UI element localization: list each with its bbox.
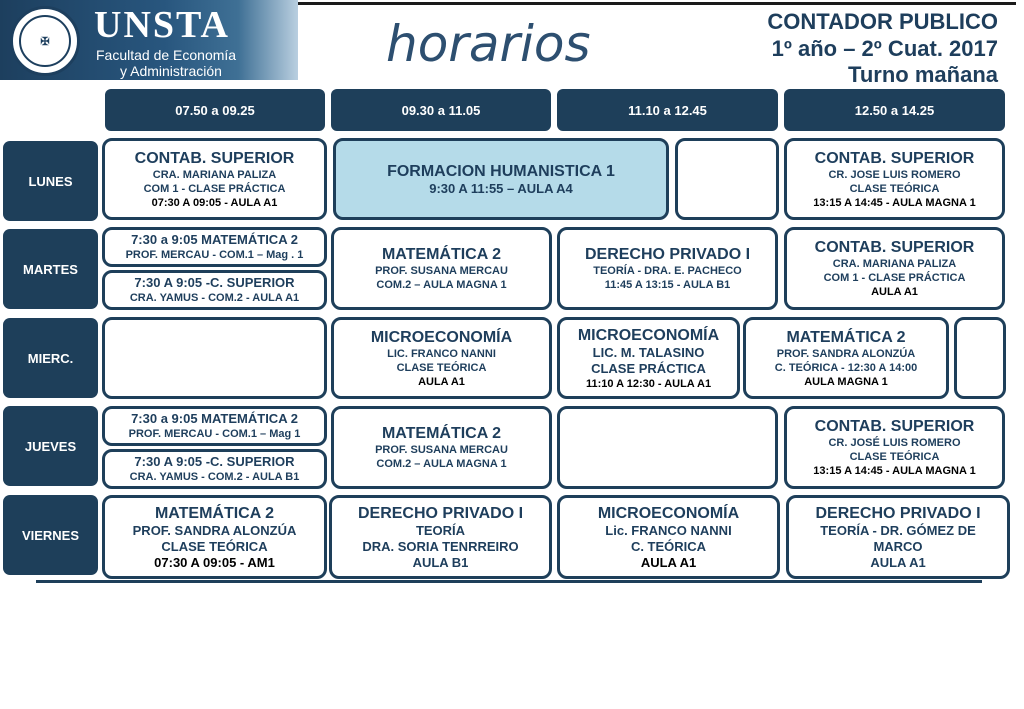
class-detail: CRA. YAMUS - COM.2 - AULA A1: [129, 292, 300, 304]
class-title: DERECHO PRIVADO I: [815, 504, 981, 522]
class-detail: 07:30 A 09:05 - AULA A1: [151, 196, 278, 209]
class-detail: PROF. MERCAU - COM.1 – Mag 1: [128, 428, 301, 440]
class-detail: PROF. MERCAU - COM.1 – Mag . 1: [125, 249, 304, 261]
class-title: MICROECONOMÍA: [597, 504, 740, 522]
career-title: CONTADOR PUBLICO: [767, 9, 998, 34]
class-title: CONTAB. SUPERIOR: [814, 239, 975, 256]
class-title: MICROECONOMÍA: [577, 326, 720, 344]
class-title: 7:30 a 9:05 MATEMÁTICA 2: [131, 232, 298, 247]
class-cell-viernes-1: [102, 495, 327, 579]
page-title: horarios: [386, 15, 591, 73]
class-cell-martes-1b: [102, 270, 327, 310]
class-detail: 11:10 A 12:30 - AULA A1: [585, 377, 712, 390]
class-detail: LIC. FRANCO NANNI: [387, 347, 496, 360]
shift-label: Turno mañana: [848, 62, 998, 87]
day-label-viernes: VIERNES: [3, 495, 98, 575]
class-cell-martes-1a: [102, 227, 327, 267]
class-cell-viernes-4: [786, 495, 1010, 579]
class-title: FORMACION HUMANISTICA 1: [387, 162, 615, 180]
class-detail: AULA B1: [412, 554, 469, 570]
empty-cell-miercoles-1: [102, 317, 327, 399]
time-slot-3: 11.10 a 12.45: [557, 89, 778, 131]
time-slot-1: 07.50 a 09.25: [105, 89, 325, 131]
class-detail: CR. JOSE LUIS ROMERO: [828, 168, 961, 181]
class-detail: DRA. SORIA TENRREIRO: [362, 538, 519, 554]
class-detail: 07:30 A 09:05 - AM1: [154, 554, 275, 570]
class-detail: COM 1 - CLASE PRÁCTICA: [143, 182, 286, 195]
class-cell-jueves-1a: [102, 406, 327, 446]
class-detail: COM 1 - CLASE PRÁCTICA: [823, 272, 966, 284]
class-detail: CLASE TEÓRICA: [849, 182, 940, 195]
class-title: DERECHO PRIVADO I: [584, 246, 751, 263]
class-cell-jueves-2: [331, 406, 552, 489]
class-cell-lunes-1: [102, 138, 327, 220]
day-label-jueves: JUEVES: [3, 406, 98, 486]
bottom-divider: [36, 580, 982, 583]
empty-cell-jueves-3: [557, 406, 778, 489]
class-detail: 13:15 A 14:45 - AULA MAGNA 1: [813, 465, 976, 477]
class-detail: CLASE TEÓRICA: [161, 538, 268, 554]
class-title: MATEMÁTICA 2: [381, 246, 502, 263]
class-detail: PROF. SUSANA MERCAU: [375, 265, 508, 277]
year-term: 1º año – 2º Cuat. 2017: [771, 36, 998, 61]
class-detail: AULA A1: [640, 554, 697, 570]
class-detail: AULA A1: [871, 286, 918, 298]
class-detail: COM.2 – AULA MAGNA 1: [376, 458, 507, 470]
class-cell-miercoles-2: [331, 317, 552, 399]
class-detail: 13:15 A 14:45 - AULA MAGNA 1: [813, 196, 976, 209]
empty-cell-miercoles-5: [954, 317, 1006, 399]
class-detail: CR. JOSÉ LUIS ROMERO: [828, 437, 961, 449]
class-detail: 11:45 A 13:15 - AULA B1: [604, 279, 731, 291]
class-detail: AULA MAGNA 1: [804, 375, 888, 388]
class-detail: CRA. MARIANA PALIZA: [832, 258, 957, 270]
class-cell-martes-2: [331, 227, 552, 310]
university-logo: UNSTA: [94, 4, 230, 46]
class-detail: PROF. SUSANA MERCAU: [375, 444, 508, 456]
day-label-martes: MARTES: [3, 229, 98, 309]
class-cell-martes-3: [557, 227, 778, 310]
class-detail: AULA A1: [418, 375, 465, 388]
class-detail: TEORÍA: [415, 522, 466, 538]
class-title: DERECHO PRIVADO I: [357, 504, 524, 522]
class-detail: PROF. SANDRA ALONZÚA: [776, 347, 916, 360]
university-seal-icon: ✠: [10, 6, 80, 76]
class-detail: Lic. FRANCO NANNI: [605, 522, 732, 538]
class-cell-miercoles-3: [557, 317, 740, 399]
class-cell-lunes-2: [333, 138, 669, 220]
class-detail: C. TEÓRICA: [630, 538, 707, 554]
class-detail: CRA. YAMUS - COM.2 - AULA B1: [129, 471, 300, 483]
top-divider: [298, 2, 1016, 5]
class-detail: CRA. MARIANA PALIZA: [152, 168, 277, 181]
class-cell-jueves-4: [784, 406, 1005, 489]
time-slot-2: 09.30 a 11.05: [331, 89, 551, 131]
class-cell-viernes-3: [557, 495, 780, 579]
class-title: MATEMÁTICA 2: [154, 504, 275, 522]
class-detail: C. TEÓRICA - 12:30 A 14:00: [774, 361, 918, 374]
class-cell-miercoles-4: [743, 317, 949, 399]
class-cell-jueves-1b: [102, 449, 327, 489]
class-title: CONTAB. SUPERIOR: [134, 149, 295, 167]
class-detail: COM.2 – AULA MAGNA 1: [376, 279, 507, 291]
class-title: MICROECONOMÍA: [370, 328, 513, 346]
class-detail: CLASE TEÓRICA: [849, 451, 940, 463]
day-label-miercoles: MIERC.: [3, 318, 98, 398]
class-detail: CLASE PRÁCTICA: [591, 360, 706, 376]
class-title: 7:30 A 9:05 -C. SUPERIOR: [134, 454, 295, 469]
class-detail: 9:30 A 11:55 – AULA A4: [429, 180, 573, 196]
class-cell-viernes-2: [329, 495, 552, 579]
class-cell-martes-4: [784, 227, 1005, 310]
time-slot-4: 12.50 a 14.25: [784, 89, 1005, 131]
class-detail: TEORÍA - DR. GÓMEZ DE MARCO: [820, 522, 976, 554]
class-title: CONTAB. SUPERIOR: [814, 149, 975, 167]
class-title: 7:30 A 9:05 -C. SUPERIOR: [134, 275, 295, 290]
class-detail: PROF. SANDRA ALONZÚA: [132, 522, 297, 538]
class-title: MATEMÁTICA 2: [786, 328, 906, 346]
class-detail: LIC. M. TALASINO: [592, 344, 705, 360]
class-title: CONTAB. SUPERIOR: [814, 418, 975, 435]
class-detail: CLASE TEÓRICA: [396, 361, 487, 374]
day-label-lunes: LUNES: [3, 141, 98, 221]
faculty-name-line1: Facultad de Economía: [96, 47, 237, 63]
empty-cell-lunes-3: [675, 138, 779, 220]
class-detail: AULA A1: [870, 554, 926, 570]
class-cell-lunes-4: [784, 138, 1005, 220]
class-title: 7:30 a 9:05 MATEMÁTICA 2: [131, 411, 298, 426]
class-title: MATEMÁTICA 2: [381, 425, 502, 442]
class-detail: TEORÍA - DRA. E. PACHECO: [593, 265, 742, 277]
faculty-name-line2: y Administración: [120, 63, 222, 79]
